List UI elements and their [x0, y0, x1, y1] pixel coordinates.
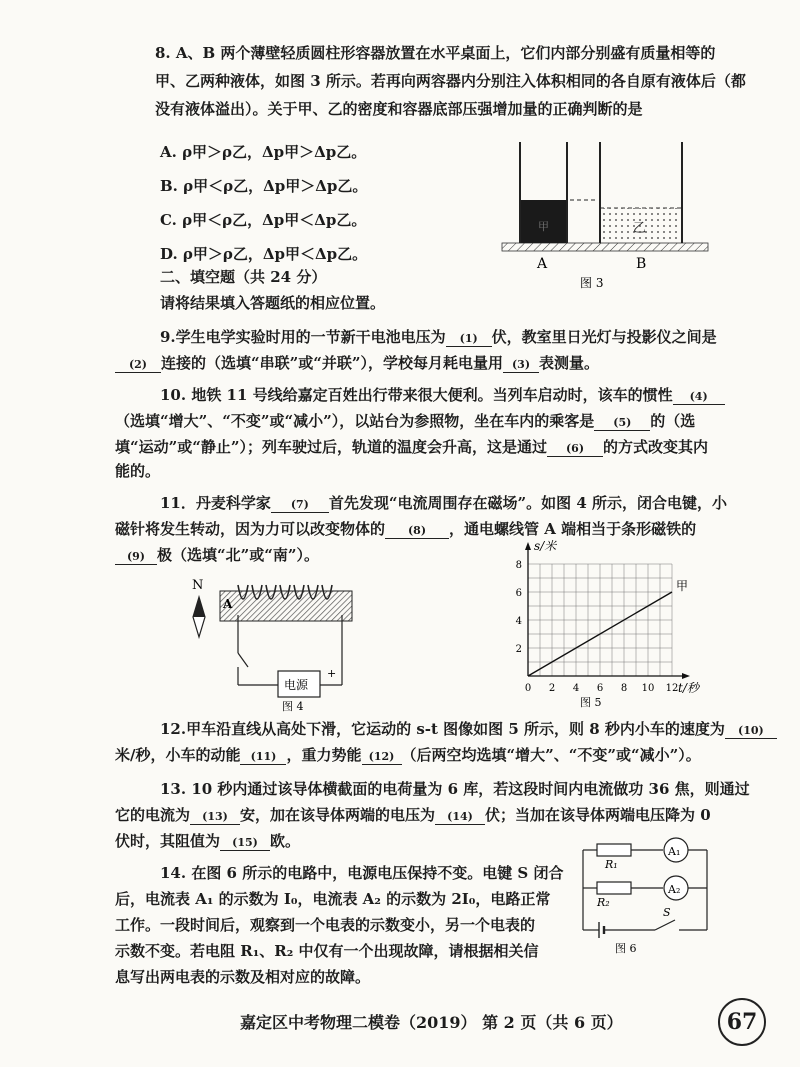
a1-label: A₁ [668, 845, 681, 858]
q13-line2: 它的电流为 (13) 安，加在该导体两端的电压为 (14) 伏；当加在该导体两端电压降为 0 [115, 806, 711, 824]
blank-14: (14) [435, 810, 485, 825]
q14-line1: 14. 在图 6 所示的电路中，电源电压保持不变。电键 S 闭合 [160, 864, 564, 882]
q8-line2: 甲、乙两种液体，如图 3 所示。若再向两容器内分别注入体积相同的各自原有液体后（都 [155, 72, 746, 90]
resistor-r2 [597, 882, 631, 894]
y-tick-label: 4 [515, 616, 522, 627]
blank-10: (10) [725, 724, 777, 739]
q8-line1: 8. A、B 两个薄壁轻质圆柱形容器放置在水平桌面上，它们内部分别盛有质量相等的 [155, 44, 716, 62]
figure-6-caption: 图 6 [615, 942, 637, 955]
y-tick-label: 2 [515, 644, 522, 655]
r2-label: R₂ [597, 896, 610, 909]
figure-6 [575, 830, 725, 970]
figure-4-caption: 图 4 [282, 700, 304, 713]
q12-line2: 米/秒，小车的动能 (11) ，重力势能 (12) （后两空均选填“增大”、“不变”或“减小”）。 [115, 746, 701, 764]
x-tick-label: 0 [524, 683, 532, 694]
q8-option-a: A. ρ甲＞ρ乙，Δp甲＞Δp乙。 [160, 143, 367, 161]
q8-option-d: D. ρ甲＞ρ乙，Δp甲＜Δp乙。 [160, 245, 368, 263]
label-jia: 甲 [538, 220, 549, 233]
figure-3 [500, 140, 710, 290]
x-tick-label: 2 [548, 683, 556, 694]
q8-line3: 没有液体溢出）。关于甲、乙的密度和容器底部压强增加量的正确判断的是 [155, 100, 643, 118]
q9-line1: 9.学生电学实验时用的一节新干电池电压为 (1) 伏，教室里日光灯与投影仪之间是 [160, 328, 717, 346]
page-number-circle: 67 [718, 998, 766, 1046]
x-tick-label: 4 [572, 683, 580, 694]
q14-line2: 后，电流表 A₁ 的示数为 I₀，电流表 A₂ 的示数为 2I₀，电路正常 [115, 890, 551, 908]
label-b: B [636, 256, 647, 272]
x-tick-label: 6 [596, 683, 604, 694]
s-label: S [663, 906, 671, 919]
x-axis-label: t/秒 [678, 681, 699, 695]
figure-5-chart [500, 540, 710, 715]
solenoid-a-label: A [223, 597, 233, 611]
switch-blade [238, 653, 248, 667]
q13-line3: 伏时，其阻值为 (15) 欧。 [115, 832, 301, 850]
blank-1: (1) [446, 332, 492, 347]
x-tick-label: 12 [665, 683, 679, 694]
y-tick-label: 6 [515, 588, 522, 599]
blank-13: (13) [190, 810, 240, 825]
x-axis-arrow-icon [682, 673, 690, 679]
chart-grid [528, 564, 672, 676]
q14-line4: 示数不变。若电阻 R₁、R₂ 中仅有一个出现故障，请根据相关信 [115, 942, 539, 960]
label-yi: 乙 [633, 221, 647, 236]
q14-line5: 息写出两电表的示数及相对应的故障。 [115, 968, 371, 986]
plus-label: + [327, 667, 337, 680]
blank-15: (15) [220, 836, 270, 851]
blank-8: (8) [385, 524, 449, 539]
q12-line1: 12.甲车沿直线从高处下滑，它运动的 s-t 图像如图 5 所示，则 8 秒内小车的速度为 (10) [160, 718, 777, 740]
q9-line2: (2) 连接的（选填“串联”或“并联”），学校每月耗电量用 (3) 表测量。 [115, 352, 599, 374]
section-title: 二、填空题（共 24 分） [160, 268, 327, 286]
table-surface [502, 243, 708, 251]
blank-4: (4) [673, 390, 725, 405]
q10-line1: 10. 地铁 11 号线给嘉定百姓出行带来很大便利。当列车启动时，该车的惯性 (4) [160, 384, 725, 406]
blank-12: (12) [362, 750, 402, 765]
blank-9: (9) [115, 550, 157, 565]
y-tick-label: 8 [515, 560, 522, 571]
q10-line4: 能的。 [115, 462, 161, 480]
q13-line1: 13. 10 秒内通过该导体横截面的电荷量为 6 库，若这段时间内电流做功 36 焦，则通过 [160, 780, 750, 798]
q10-line3: 填“运动”或“静止”）；列车驶过后，轨道的温度会升高，这是通过 (6) 的方式改变其内 [115, 438, 709, 456]
blank-11: (11) [240, 750, 286, 765]
a2-label: A₂ [668, 883, 681, 896]
section-instruction: 请将结果填入答题纸的相应位置。 [160, 294, 386, 312]
q11-line1: 11．丹麦科学家 (7) 首先发现“电流周围存在磁场”。如图 4 所示，闭合电键，小 [160, 494, 728, 512]
q8-option-c: C. ρ甲＜ρ乙，Δp甲＜Δp乙。 [160, 211, 367, 229]
blank-2: (2) [115, 358, 161, 373]
page-footer: 嘉定区中考物理二模卷（2019） 第 2 页（共 6 页） [240, 1013, 623, 1032]
q10-line2: （选填“增大”、“不变”或“减小”），以站台为参照物，坐在车内的乘客是 (5) 的（选 [115, 412, 696, 430]
q14-line3: 工作。一段时间后，观察到一个电表的示数变小，另一个电表的 [115, 916, 536, 934]
r1-label: R₁ [605, 858, 618, 871]
q11-line2: 磁针将发生转动，因为力可以改变物体的 (8) ，通电螺线管 A 端相当于条形磁铁的 [115, 520, 697, 538]
compass-n-label: N [192, 578, 204, 593]
resistor-r1 [597, 844, 631, 856]
power-source-label: 电源 [284, 678, 309, 692]
blank-3: (3) [503, 358, 539, 373]
figure-5-caption: 图 5 [580, 696, 602, 709]
series-label: 甲 [676, 579, 689, 593]
x-tick-label: 10 [641, 683, 655, 694]
blank-5: (5) [594, 416, 650, 431]
q8-option-b: B. ρ甲＜ρ乙，Δp甲＞Δp乙。 [160, 177, 368, 195]
switch-s [655, 920, 675, 930]
figure-3-caption: 图 3 [580, 276, 604, 290]
chart-axes [525, 539, 701, 695]
label-a: A [537, 256, 548, 272]
blank-7: (7) [271, 498, 329, 513]
x-tick-label: 8 [620, 683, 628, 694]
blank-6: (6) [547, 442, 603, 457]
q11-line3: (9) 极（选填“北”或“南”）。 [115, 544, 319, 566]
figure-4 [190, 575, 390, 715]
y-axis-label: s/米 [534, 539, 557, 553]
y-axis-arrow-icon [525, 542, 531, 550]
